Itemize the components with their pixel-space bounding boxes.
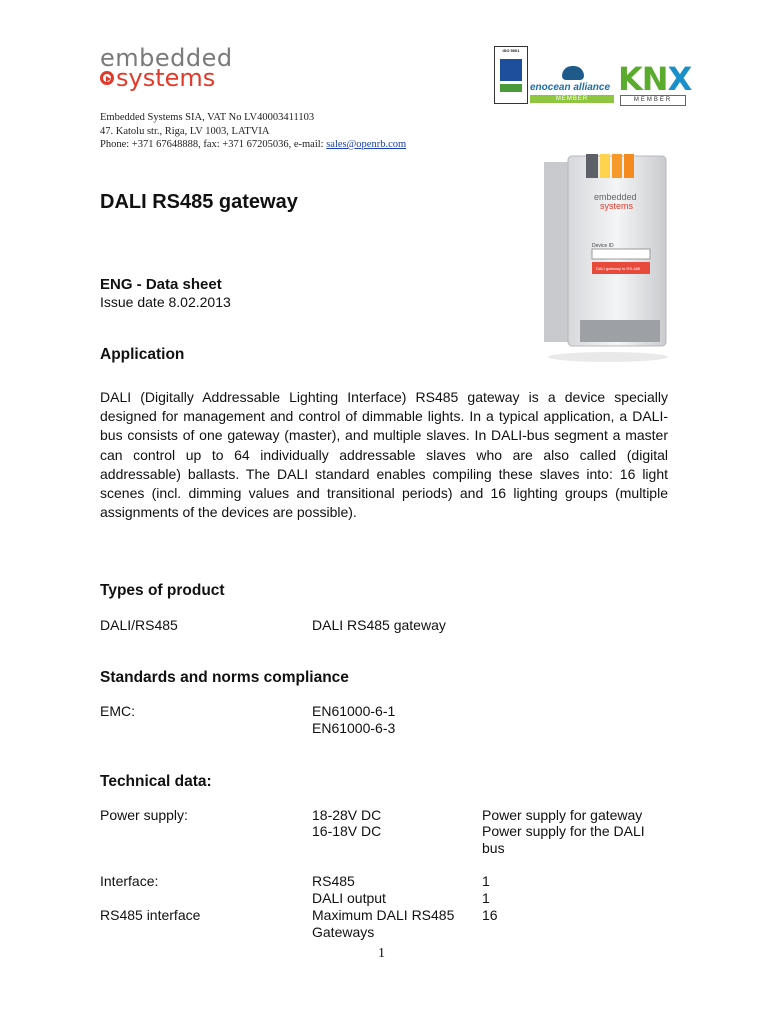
rs485-value-1: Maximum DALI RS485 [312,907,455,923]
enocean-logo-icon [562,66,584,80]
terminal-orange-1 [612,154,622,178]
device-id-field [592,249,650,259]
page-title: DALI RS485 gateway [100,191,298,213]
company-contact [100,138,406,152]
application-text: DALI (Digitally Addressable Lighting Interface) RS485 gateway is a device specially designed for management and control of dimmable lights. In a typical application, a DALI-bus consists of one gateway (master), and multiple slaves. In DALI-bus segment a master can control up to 64 individually addressable slaves who are also called (digital addressable) ballasts. The DALI standard enables compiling these slaves into: 16 light scenes (incl. dimming values and transitional periods) and 16 lighting groups (multiple assignments of the devices are possible). [100,389,668,521]
iso-green-bar [500,84,522,92]
device-shadow [548,352,668,362]
power-value-2: 16-18V DC [312,823,382,839]
knx-letters: KN [618,60,668,98]
rs485-value-2: Gateways [312,924,375,940]
logo-systems-text: systems [116,64,216,92]
company-phone: Phone: +371 67648888, fax: +371 67205036, e-mail: [100,139,327,150]
device-image [538,152,672,364]
device-strip-text: DALI gateway to RS-485 [596,266,641,271]
logo-ring-icon [100,71,114,85]
device-rail-clip [580,320,660,342]
interface-count-1: 1 [482,873,490,889]
company-info [100,111,406,152]
email-link[interactable]: sales@openrb.com [326,139,407,150]
company-address: 47. Katolu str., Riga, LV 1003, LATVIA [100,125,270,137]
iso-badge-label: ISO 9001 [502,48,520,53]
standards-heading: Standards and norms compliance [100,669,349,686]
power-desc-2b: bus [482,840,505,856]
rs485-count: 16 [482,907,498,923]
issue-date: Issue date 8.02.2013 [100,294,231,310]
types-heading: Types of product [100,582,225,599]
enocean-alliance-text: enocean alliance [530,82,611,93]
technical-heading: Technical data: [100,773,212,790]
datasheet-heading: ENG - Data sheet [100,276,222,293]
terminal-orange-2 [624,154,634,178]
device-brand-1: embedded [594,192,637,202]
device-brand-2: systems [600,201,634,211]
terminal-dark [586,154,598,178]
product-code: DALI/RS485 [100,617,178,633]
interface-value-2: DALI output [312,890,386,906]
knx-logo [618,60,691,98]
power-desc-1: Power supply for gateway [482,807,643,823]
interface-label: Interface: [100,873,159,889]
rs485-label: RS485 interface [100,907,201,923]
interface-value-1: RS485 [312,873,355,889]
knx-x: X [667,60,692,98]
company-vat: Embedded Systems SIA, VAT No LV40003411103 [100,112,315,123]
emc-label: EMC: [100,703,135,719]
device-id-label: Device ID [592,243,614,249]
logo-embedded: embedded [100,44,233,72]
emc-standard-2: EN61000-6-3 [312,720,396,736]
emc-standard-1: EN61000-6-1 [312,703,396,719]
power-label: Power supply: [100,807,188,823]
interface-count-2: 1 [482,890,490,906]
knx-member-label: MEMBER [620,95,686,106]
logo-systems [100,64,215,92]
product-name: DALI RS485 gateway [312,617,446,633]
power-desc-2a: Power supply for the DALI [482,823,645,839]
power-value-1: 18-28V DC [312,807,382,823]
enocean-member-label: MEMBER [530,95,614,103]
iso-badge [494,46,528,104]
iso-anchor-icon [500,59,522,81]
page-number: 1 [378,946,385,961]
application-heading: Application [100,346,185,363]
terminal-yellow [600,154,610,178]
